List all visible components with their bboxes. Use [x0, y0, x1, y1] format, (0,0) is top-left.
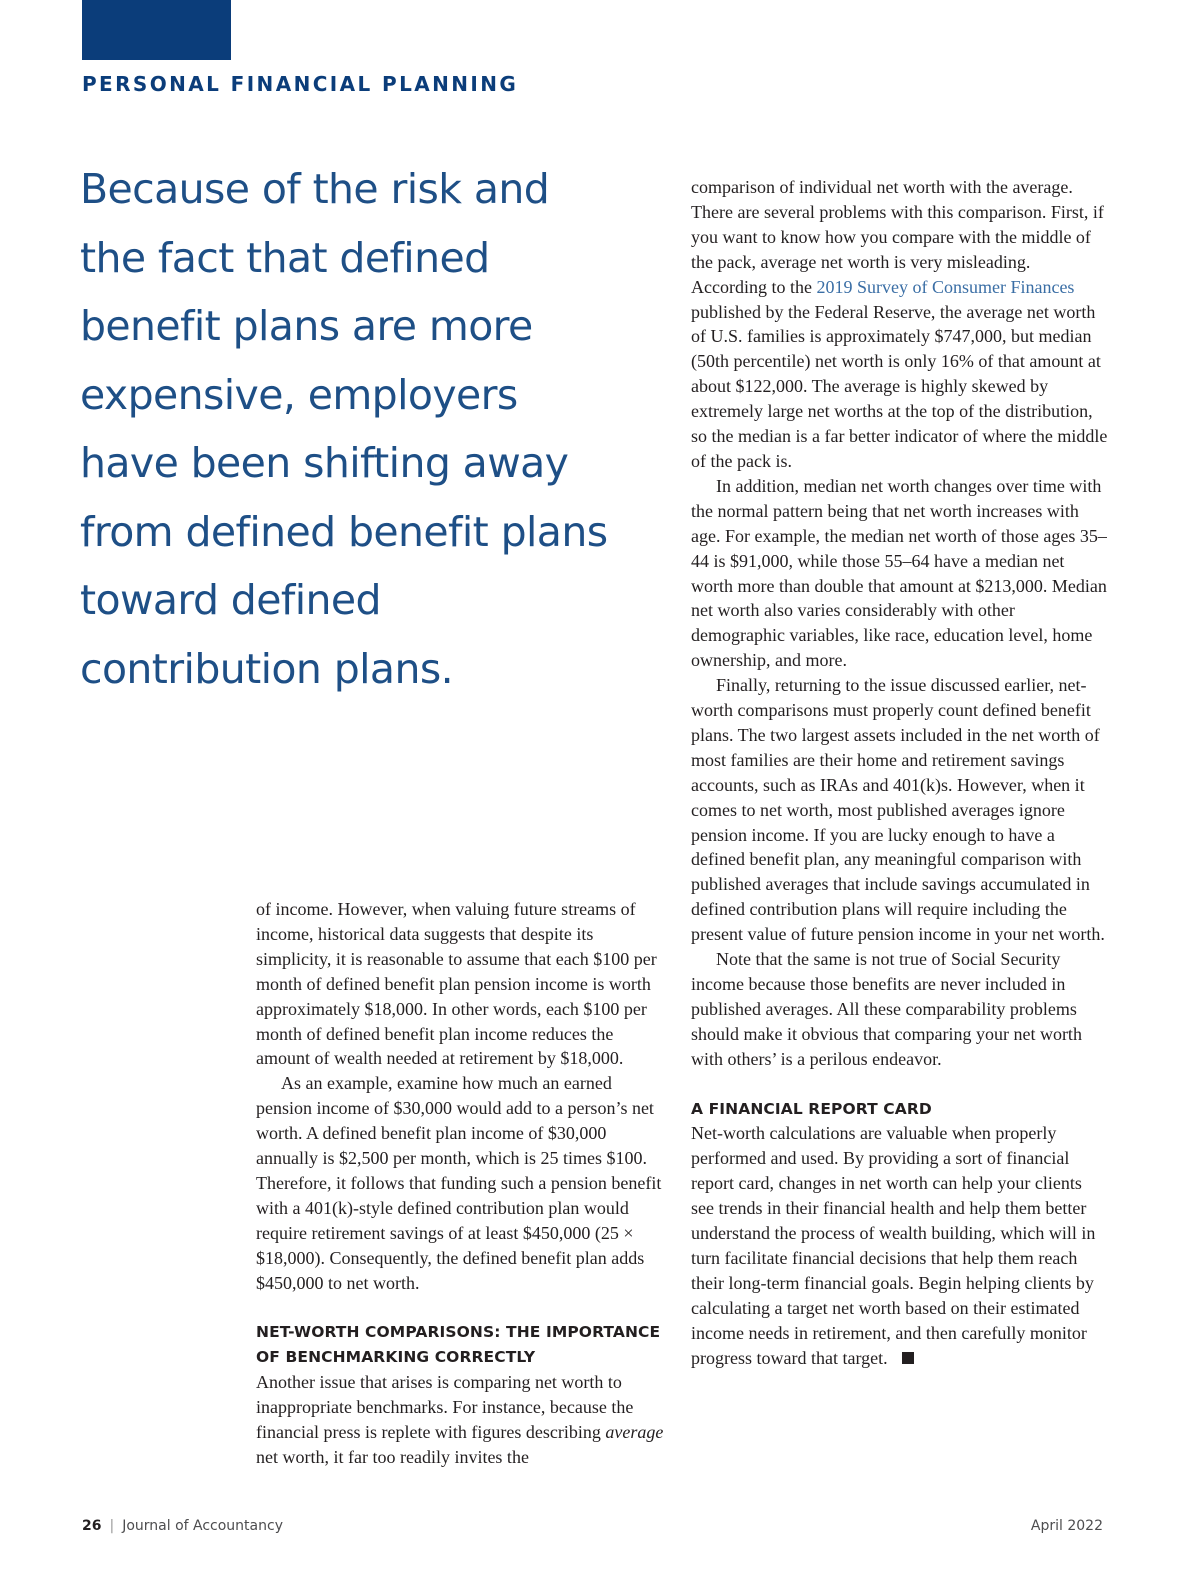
page-number: 26: [82, 1518, 102, 1534]
section-heading: A FINANCIAL REPORT CARD: [691, 1099, 932, 1118]
paragraph: In addition, median net worth changes over time with the normal pattern being that net worth increases with age. For example, the median net worth of those ages 35–44 is $91,000, while those 55–64 have a median net worth more than double that amount at $213,000. Median net worth also varies considerably with other demographic variables, like race, education level, home ownership, and more.: [691, 475, 1107, 671]
publication-name: Journal of Accountancy: [122, 1518, 283, 1534]
paragraph: As an example, examine how much an earned pension income of $30,000 would add to a person’s net worth. A defined benefit plan income of $30,000 annually is $2,500 per month, which is 25 times $100. Therefore, it follows that funding such a pension benefit with a 401(k)-style defined contribution plan would require retirement savings of at least $450,000 (25 × $18,000). Consequently, the defined benefit plan adds $450,000 to net worth.: [256, 1073, 662, 1293]
footer-left: [82, 1518, 283, 1534]
header-color-block: [82, 0, 231, 60]
paragraph: Note that the same is not true of Social Security income because those benefits are never included in published averages. All these comparability problems should make it obvious that comparing your net worth with others’ is a perilous endeavor.: [691, 949, 1082, 1069]
left-column: [256, 897, 664, 1470]
paragraph: [691, 1121, 1109, 1370]
section-heading: NET-WORTH COMPARISONS: THE IMPORTANCE OF BENCHMARKING CORRECTLY: [256, 1323, 661, 1367]
emphasis-text: average: [605, 1422, 664, 1443]
section-label: PERSONAL FINANCIAL PLANNING: [82, 72, 519, 96]
footer-separator: |: [109, 1518, 115, 1534]
end-of-article-icon: [902, 1352, 914, 1364]
right-column: [691, 175, 1109, 1370]
issue-date: April 2022: [1030, 1518, 1103, 1534]
paragraph: [691, 175, 1109, 474]
pull-quote: Because of the risk and the fact that defined benefit plans are more expensive, employers have been shifting away from defined benefit plans toward defined contribution plans.: [80, 165, 608, 693]
paragraph-text: Another issue that arises is comparing net worth to inappropriate benchmarks. For instance, because the financial press is replete with figures describing: [256, 1372, 634, 1443]
paragraph-text: net worth, it far too readily invites the: [256, 1446, 529, 1467]
paragraph-text: comparison of individual net worth with the average. There are several problems with this comparison. First, if you want to know how you compare with the middle of the pack, average net worth is very misleading. According to the: [691, 177, 1104, 297]
paragraph: Finally, returning to the issue discussed earlier, net-worth comparisons must properly count defined benefit plans. The two largest assets included in the net worth of most families are their home and retirement savings accounts, such as IRAs and 401(k)s. However, when it comes to net worth, most published averages ignore pension income. If you are lucky enough to have a defined benefit plan, any meaningful comparison with published averages that include savings accumulated in defined contribution plans will require including the present value of future pension income in your net worth.: [691, 675, 1105, 945]
paragraph-text: Net-worth calculations are valuable when properly performed and used. By providing a sort of financial report card, changes in net worth can help your clients see trends in their financial health and help them better understand the process of wealth building, which will in turn facilitate financial decisions that help them reach their long-term financial goals. Begin helping clients by calculating a target net worth based on their estimated income needs in retirement, and then carefully monitor progress toward that target.: [691, 1123, 1096, 1368]
survey-link[interactable]: 2019 Survey of Consumer Finances: [816, 276, 1075, 297]
paragraph: [256, 1370, 664, 1470]
paragraph-text: published by the Federal Reserve, the average net worth of U.S. families is approximately $747,000, but median (50th percentile) net worth is only 16% of that amount at about $122,000. The average is highly skewed by extremely large net worths at the top of the distribution, so the median is a far better indicator of where the middle of the pack is.: [691, 301, 1108, 471]
paragraph: of income. However, when valuing future streams of income, historical data suggests that despite its simplicity, it is reasonable to assume that each $100 per month of defined benefit plan pension income is worth approximately $18,000. In other words, each $100 per month of defined benefit plan income reduces the amount of wealth needed at retirement by $18,000.: [256, 899, 657, 1069]
